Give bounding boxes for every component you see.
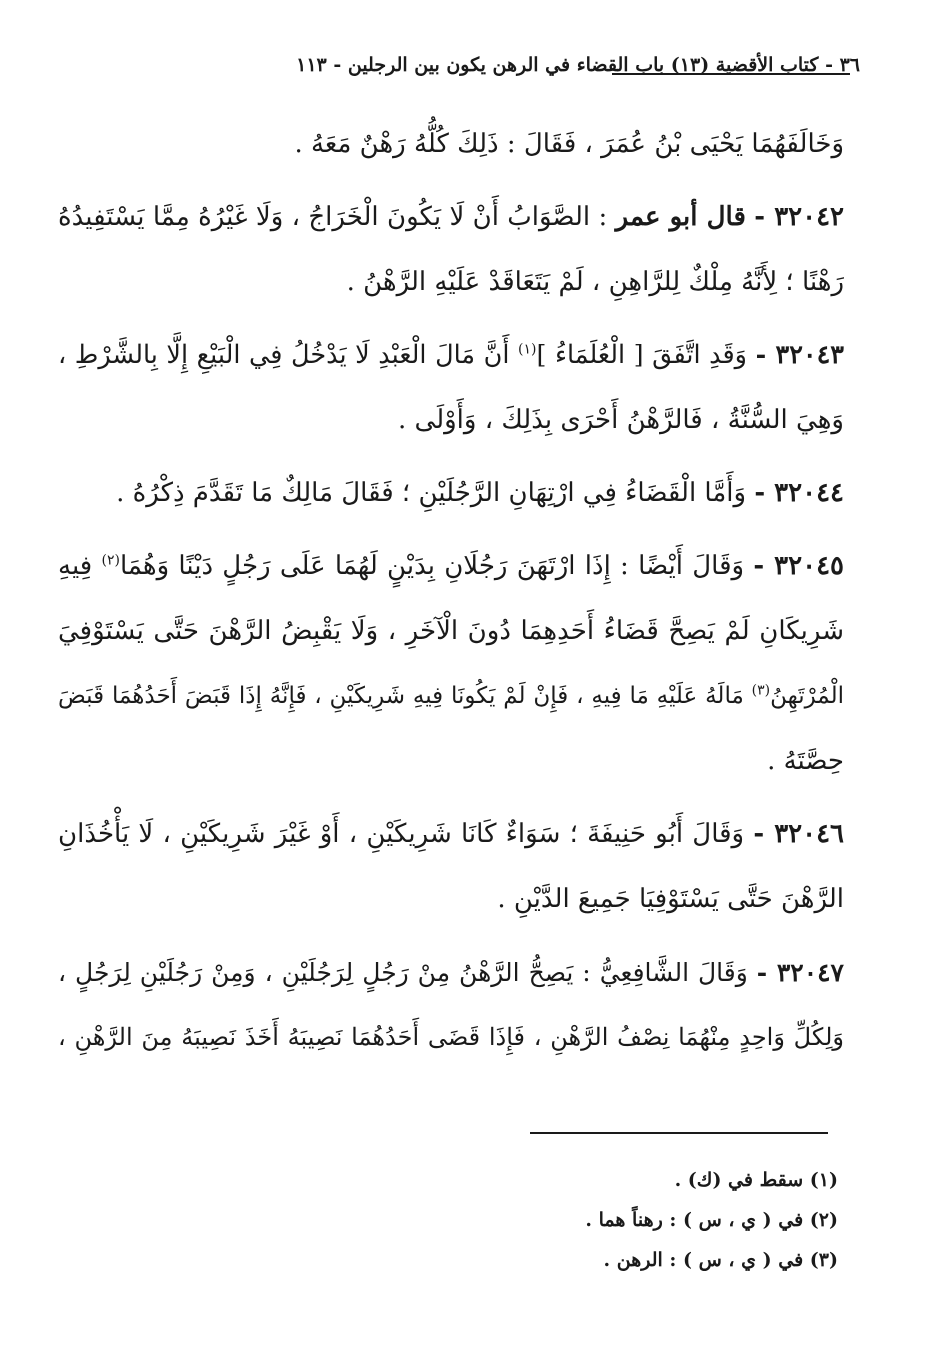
- text-line: وَخَالَفَهُمَا يَحْيَى بْنُ عُمَرَ ، فَقَالَ : ذَلِكَ كُلُّهُ رَهْنٌ مَعَهُ .: [294, 129, 844, 159]
- text-line: رَهْنًا ؛ لِأَنَّهُ مِلْكٌ لِلرَّاهِنِ ، لَمْ يَتَعَاقَدْ عَلَيْهِ الرَّهْنُ .: [346, 267, 844, 297]
- footnotes: [300, 1160, 838, 1280]
- footnote: (٢) في ( ي ، س ) : رهناً هما .: [585, 1209, 838, 1231]
- text-line: ٣٢٠٤٣ - وَقَدِ اتَّفَقَ [ الْعُلَمَاءُ ]$^{(١)}$ أَنَّ مَالَ الْعَبْدِ لَا يَدْخُلُ فِي الْبَيْعِ إِلَّا بِالشَّرْطِ ،: [58, 340, 844, 370]
- text-line: وَهِيَ السُّنَّةُ ، فَالرَّهْنُ أَحْرَى بِذَلِكَ ، وَأَوْلَى .: [398, 405, 844, 435]
- paragraph-number: ٣٢٠٤٤ -: [754, 478, 844, 508]
- footnote-ref: (٣): [751, 682, 771, 699]
- text-line: ٣٢٠٤٢ - قال أبو عمر : الصَّوَابُ أَنْ لَا يَكُونَ الْخَرَاجُ ، وَلَا غَيْرُهُ مِمَّا يَسْتَفِيدُهُ: [58, 202, 844, 232]
- paragraph-number: ٣٢٠٤٦ -: [753, 819, 844, 849]
- speaker-name: قال أبو عمر: [615, 202, 746, 232]
- text-line: حِصَّتَهُ .: [767, 746, 844, 776]
- footnote: (١) سقط في (ك) .: [674, 1169, 838, 1191]
- footnote-rule: [530, 1132, 828, 1134]
- text-line: وَلِكُلِّ وَاحِدٍ مِنْهُمَا نِصْفُ الرَّهْنِ ، فَإِذَا قَضَى أَحَدُهُمَا نَصِيبَهُ أَخَذَ نَصِيبَهُ مِنَ الرَّهْنِ ،: [58, 1023, 844, 1051]
- text-line: الرَّهْنَ حَتَّى يَسْتَوْفِيَا جَمِيعَ الدَّيْنِ .: [497, 884, 844, 914]
- footnote: (٣) في ( ي ، س ) : الرهن .: [603, 1249, 838, 1271]
- text-line: شَرِيكَانِ لَمْ يَصِحَّ قَضَاءُ أَحَدِهِمَا دُونَ الْآخَرِ ، وَلَا يَقْبِضُ الرَّهْنَ حَتَّى يَسْتَوْفِيَ: [58, 616, 844, 646]
- paragraph-number: ٣٢٠٤٧ -: [756, 958, 844, 987]
- main-text: [58, 112, 844, 1070]
- footnote-ref: (٢): [101, 552, 120, 569]
- header-rule: [612, 73, 850, 75]
- footnote-ref: (١): [518, 341, 537, 358]
- running-header-text: ٣٦ - كتاب الأقضية (١٣) باب القضاء في الرهن يكون بين الرجلين - ١١٣: [296, 54, 860, 76]
- text-line: ٣٢٠٤٥ - وَقَالَ أَيْضًا : إِذَا ارْتَهَنَ رَجُلَانِ بِدَيْنٍ لَهُمَا عَلَى رَجُلٍ دَيْنًا وَهُمَا$^{(٢)}$ فِيهِ: [58, 551, 844, 581]
- running-header: [60, 48, 860, 82]
- paragraph-number: ٣٢٠٤٥ -: [753, 551, 844, 581]
- text-line: ٣٢٠٤٦ - وَقَالَ أَبُو حَنِيفَةَ ؛ سَوَاءٌ كَانَا شَرِيكَيْنِ ، أَوْ غَيْرَ شَرِيكَيْنِ ، لَا يَأْخُذَانِ: [58, 819, 844, 849]
- text-line: الْمُرْتَهِنُ$^{(٣)}$ مَالَهُ عَلَيْهِ مَا فِيهِ ، فَإِنْ لَمْ يَكُونَا فِيهِ شَرِيكَيْنِ ، فَإِنَّهُ إِذَا قَبَضَ أَحَدُهُمَا قَبَضَ: [58, 682, 844, 709]
- paragraph-number: ٣٢٠٤٣ -: [755, 340, 844, 370]
- text-line: ٣٢٠٤٧ - وَقَالَ الشَّافِعِيُّ : يَصِحُّ الرَّهْنُ مِنْ رَجُلٍ لِرَجُلَيْنِ ، وَمِنْ رَجُلَيْنِ لِرَجُلٍ ،: [58, 958, 844, 987]
- text-line: ٣٢٠٤٤ - وَأَمَّا الْقَضَاءُ فِي ارْتِهَانِ الرَّجُلَيْنِ ؛ فَقَالَ مَالِكٌ مَا تَقَدَّمَ ذِكْرُهُ .: [116, 478, 844, 508]
- paragraph-number: ٣٢٠٤٢ -: [754, 202, 844, 232]
